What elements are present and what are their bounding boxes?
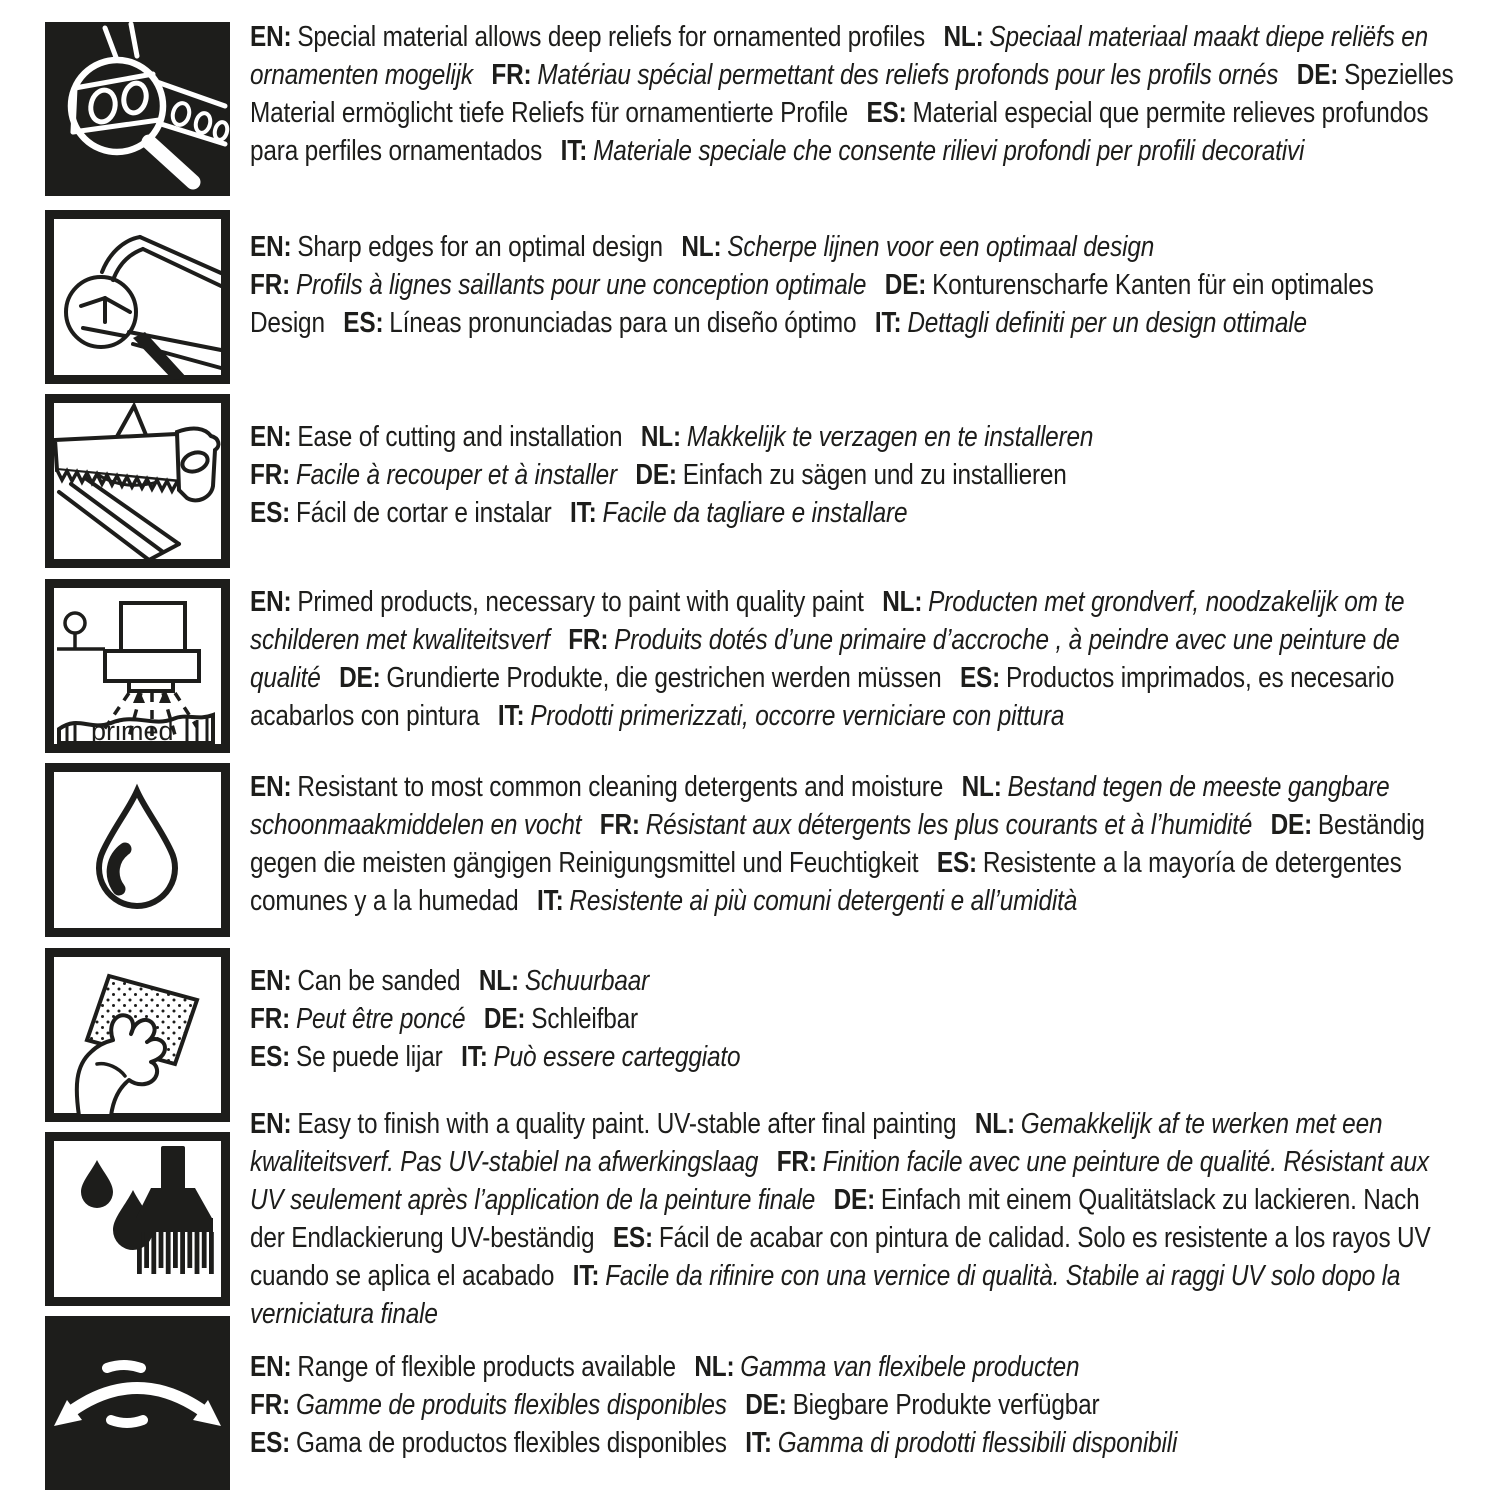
lang-text: Grundierte Produkte, die gestrichen werden müssen [386, 662, 942, 694]
lang-label: ES: [343, 307, 384, 339]
feature-text [250, 1348, 1460, 1462]
lang-label: DE: [884, 269, 927, 301]
lang-text: Dettagli definiti per un design ottimale [907, 307, 1307, 339]
flex-arrow-icon [45, 1316, 230, 1490]
lang-label: ES: [250, 1427, 291, 1459]
lang-text: Gamme de produits flexibles disponibles [295, 1389, 727, 1421]
lang-label: FR: [599, 809, 640, 841]
lang-label: EN: [250, 771, 292, 803]
lang-text: Schuurbaar [524, 965, 650, 997]
lang-text: Facile da rifinire con una vernice di qualità. Stabile ai raggi UV solo dopo la verniciatura finale [250, 1260, 1401, 1330]
water-droplet-icon [45, 763, 230, 937]
lang-text: Gemakkelijk af te werken met een kwaliteitsverf. Pas UV-stabiel na afwerkingslaag [250, 1108, 1383, 1178]
lang-label: FR: [250, 269, 291, 301]
lang-label: EN: [250, 21, 292, 53]
lang-label: ES: [250, 497, 291, 529]
lang-text: Ease of cutting and installation [297, 421, 623, 453]
lang-text: Se puede lijar [295, 1041, 443, 1073]
lang-text: Biegbare Produkte verfügbar [792, 1389, 1100, 1421]
lang-label: DE: [833, 1184, 876, 1216]
sharp-edge-magnifier-icon [45, 210, 230, 384]
lang-label: IT: [560, 135, 588, 167]
lang-label: EN: [250, 231, 292, 263]
lang-text: Einfach zu sägen und zu installieren [682, 459, 1067, 491]
feature-text [250, 18, 1460, 170]
lang-label: NL: [478, 965, 519, 997]
lang-text: Gama de productos flexibles disponibles [295, 1427, 727, 1459]
lang-text: Fácil de cortar e instalar [295, 497, 552, 529]
paint-brush-drops-icon [45, 1132, 230, 1306]
lang-text: Producten met grondverf, noodzakelijk om te schilderen met kwaliteitsverf [250, 586, 1405, 656]
lang-text: Scherpe lijnen voor een optimaal design [727, 231, 1155, 263]
lang-label: NL: [681, 231, 722, 263]
feature-text [250, 228, 1460, 342]
lang-label: FR: [250, 1389, 291, 1421]
feature-row-primed [0, 579, 1500, 753]
lang-label: NL: [694, 1351, 735, 1383]
lang-text: Bestand tegen de meeste gangbare schoonmaakmiddelen en vocht [250, 771, 1390, 841]
lang-text: Can be sanded [297, 965, 461, 997]
hand-saw-icon [45, 394, 230, 568]
feature-text [250, 418, 1460, 532]
lang-text: Makkelijk te verzagen en te installeren [686, 421, 1094, 453]
lang-label: NL: [640, 421, 681, 453]
lang-text: Facile à recouper et à installer [295, 459, 617, 491]
lang-label: FR: [250, 459, 291, 491]
lang-text: Resistente a la mayoría de detergentes comunes y a la humedad [250, 847, 1402, 917]
lang-text: Gamma di prodotti flessibili disponibili [777, 1427, 1178, 1459]
lang-label: IT: [874, 307, 902, 339]
feature-row-moisture [0, 763, 1500, 937]
lang-label: ES: [959, 662, 1001, 694]
lang-text: Gamma van flexibele producten [740, 1351, 1080, 1383]
lang-label: DE: [1296, 59, 1339, 91]
lang-label: FR: [568, 624, 609, 656]
lang-text: Primed products, necessary to paint with quality paint [297, 586, 864, 618]
lang-text: Fácil de acabar con pintura de calidad. Solo es resistente a los rayos UV cuando se aplica el acabado [250, 1222, 1431, 1292]
lang-label: EN: [250, 1351, 292, 1383]
lang-label: ES: [936, 847, 977, 879]
lang-text: Matériau spécial permettant des reliefs profonds pour les profils ornés [537, 59, 1279, 91]
feature-row-deep-reliefs [0, 22, 1500, 196]
lang-text: Beständig gegen die meisten gängigen Reinigungsmittel und Feuchtigkeit [250, 809, 1425, 879]
lang-label: IT: [497, 700, 525, 732]
lang-text: Materiale speciale che consente rilievi profondi per profili decorativi [593, 135, 1305, 167]
lang-text: Special material allows deep reliefs for ornamented profiles [297, 21, 925, 53]
lang-text: Spezielles Material ermöglicht tiefe Reliefs für ornamentierte Profile [250, 59, 1454, 129]
lang-text: Range of flexible products available [297, 1351, 676, 1383]
lang-label: IT: [572, 1260, 600, 1292]
feature-row-sharp-edges [0, 210, 1500, 384]
feature-text [250, 962, 1460, 1076]
lang-label: DE: [483, 1003, 526, 1035]
lang-text: Líneas pronunciadas para un diseño óptimo [389, 307, 857, 339]
lang-label: ES: [866, 97, 907, 129]
lang-text: Easy to finish with a quality paint. UV-stable after final painting [297, 1108, 957, 1140]
lang-label: IT: [745, 1427, 772, 1459]
primed-label: primed [91, 716, 174, 746]
feature-row-flexible [0, 1316, 1500, 1490]
lang-text: Facile da tagliare e installare [602, 497, 908, 529]
lang-label: ES: [612, 1222, 653, 1254]
lang-label: FR: [776, 1146, 817, 1178]
lang-text: Schleifbar [531, 1003, 638, 1035]
lang-label: FR: [250, 1003, 291, 1035]
lang-label: EN: [250, 965, 292, 997]
lang-label: EN: [250, 1108, 292, 1140]
feature-row-sandable [0, 948, 1500, 1122]
lang-label: NL: [943, 21, 984, 53]
lang-text: Sharp edges for an optimal design [297, 231, 663, 263]
lang-text: Resistente ai più comuni detergenti e all’umidità [569, 885, 1078, 917]
lang-text: Può essere carteggiato [493, 1041, 741, 1073]
lang-label: EN: [250, 421, 292, 453]
lang-text: Finition facile avec une peinture de qualité. Résistant aux UV seulement après l’application de la peinture finale [250, 1146, 1429, 1216]
lang-label: DE: [339, 662, 381, 694]
lang-text: Einfach mit einem Qualitätslack zu lackieren. Nach der Endlackierung UV-beständig [250, 1184, 1420, 1254]
lang-label: DE: [635, 459, 677, 491]
lang-text: Produits dotés d’une primaire d’accroche , à peindre avec une peinture de qualité [250, 624, 1400, 694]
lang-text: Profils à lignes saillants pour une conception optimale [295, 269, 867, 301]
lang-label: ES: [250, 1041, 291, 1073]
feature-text [250, 1105, 1460, 1333]
primer-spray-icon [45, 579, 230, 753]
feature-row-cutting [0, 394, 1500, 568]
ornament-relief-magnifier-icon [45, 22, 230, 196]
lang-text: Prodotti primerizzati, occorre verniciare con pittura [530, 700, 1065, 732]
lang-text: Speciaal materiaal maakt diepe reliëfs en ornamenten mogelijk [250, 21, 1429, 91]
lang-label: DE: [1270, 809, 1313, 841]
lang-label: IT: [570, 497, 597, 529]
lang-text: Résistant aux détergents les plus courants et à l’humidité [645, 809, 1253, 841]
lang-label: EN: [250, 586, 292, 618]
lang-text: Resistant to most common cleaning detergents and moisture [297, 771, 944, 803]
lang-text: Productos imprimados, es necesario acabarlos con pintura [250, 662, 1395, 732]
feature-text [250, 583, 1460, 735]
lang-text: Material especial que permite relieves profundos para perfiles ornamentados [250, 97, 1429, 167]
lang-text: Konturenscharfe Kanten für ein optimales Design [250, 269, 1374, 339]
lang-label: DE: [745, 1389, 787, 1421]
lang-label: IT: [536, 885, 564, 917]
lang-text: Peut être poncé [295, 1003, 466, 1035]
feature-text [250, 768, 1460, 920]
sanding-hand-icon [45, 948, 230, 1122]
lang-label: NL: [882, 586, 923, 618]
lang-label: FR: [491, 59, 532, 91]
feature-row-paint-finish [0, 1108, 1500, 1330]
lang-label: NL: [961, 771, 1002, 803]
lang-label: NL: [974, 1108, 1015, 1140]
lang-label: IT: [461, 1041, 488, 1073]
